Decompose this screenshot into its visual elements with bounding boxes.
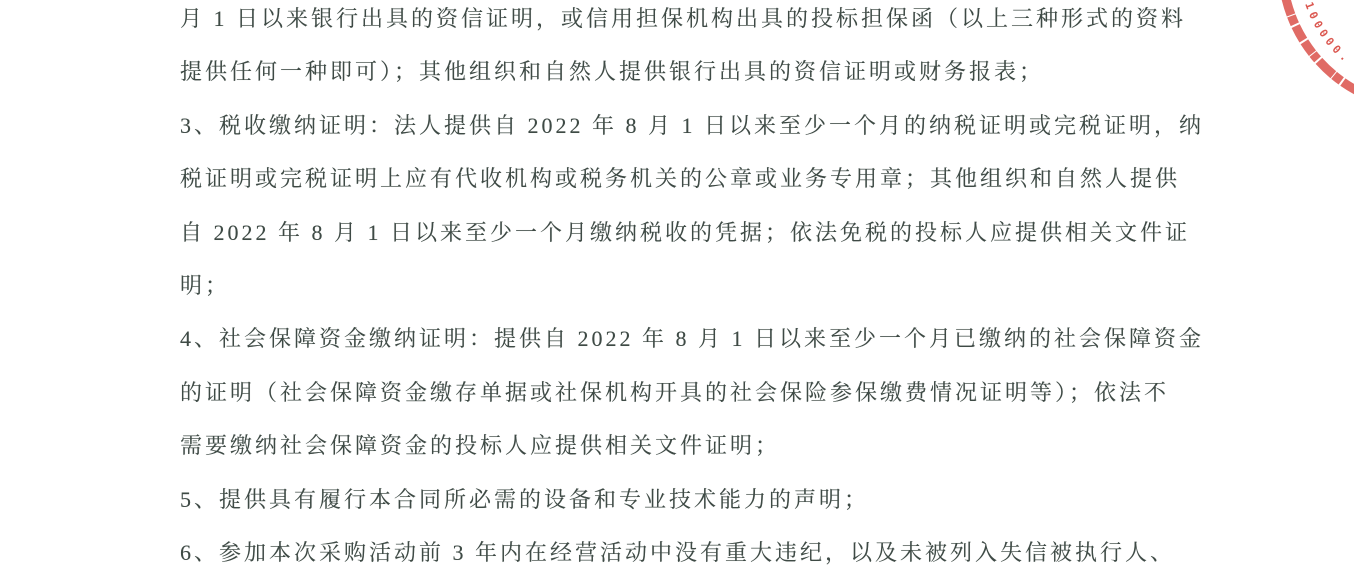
document-line: 5、提供具有履行本合同所必需的设备和专业技术能力的声明； (180, 486, 870, 512)
document-line: 明； (180, 272, 231, 298)
document-line: 6、参加本次采购活动前 3 年内在经营活动中没有重大违纪，以及未被列入失信被执行人、 (180, 539, 1176, 565)
document-line: 税证明或完税证明上应有代收机构或税务机关的公章或业务专用章；其他组织和自然人提供 (180, 166, 1181, 192)
document-line: 需要缴纳社会保障资金的投标人应提供相关文件证明； (180, 433, 781, 459)
seal-code-digits: 100000. (1302, 0, 1354, 67)
document-line: 月 1 日以来银行出具的资信证明，或信用担保机构出具的投标担保函（以上三种形式的资料 (180, 6, 1187, 31)
document-line: 的证明（社会保障资金缴存单据或社保机构开具的社会保险参保缴费情况证明等）；依法不 (180, 379, 1170, 405)
official-seal-stamp-icon (1270, 0, 1354, 130)
document-line: 提供任何一种即可）；其他组织和自然人提供银行出具的资信证明或财务报表； (180, 59, 1045, 85)
document-line: 4、社会保障资金缴纳证明：提供自 2022 年 8 月 1 日以来至少一个月已缴纳的社会保障资金 (180, 326, 1205, 352)
document-line: 3、税收缴纳证明：法人提供自 2022 年 8 月 1 日以来至少一个月的纳税证明或完税证明，纳 (180, 112, 1205, 138)
document-text-block (180, 0, 1260, 579)
document-line: 自 2022 年 8 月 1 日以来至少一个月缴纳税收的凭据；依法免税的投标人应提供相关文件证 (180, 219, 1191, 245)
seal-ring-arc (1282, 0, 1354, 108)
